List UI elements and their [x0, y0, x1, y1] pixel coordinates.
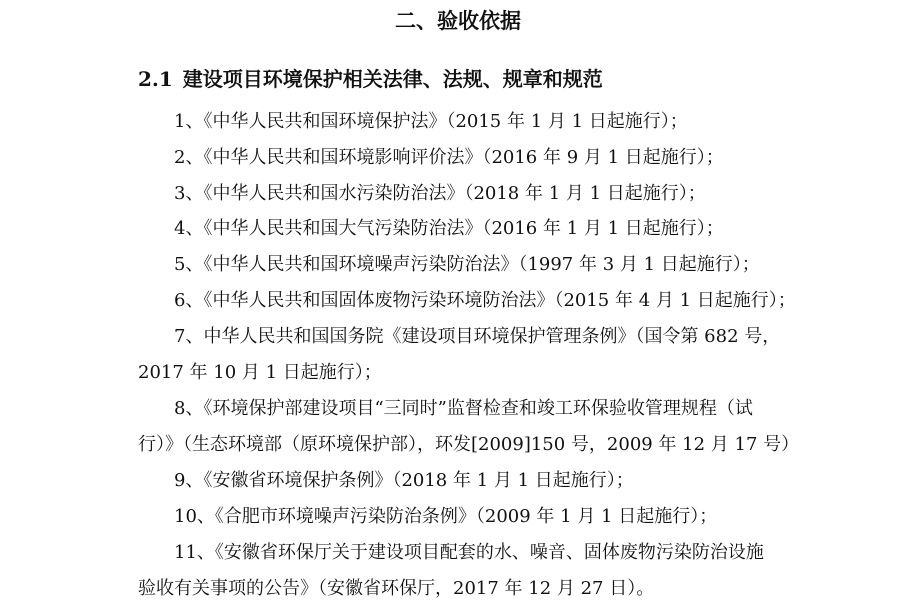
list-item-8-line-1: 8、《环境保护部建设项目“三同时”监督检查和竣工环保验收管理规程（试 [174, 398, 753, 419]
list-item-10: 10、《合肥市环境噪声污染防治条例》（2009 年 1 月 1 日起施行）； [174, 506, 718, 527]
section-number: 2.1 [138, 67, 173, 91]
list-item-5: 5、《中华人民共和国环境噪声污染防治法》（1997 年 3 月 1 日起施行）； [174, 254, 760, 275]
section-title-text: 建设项目环境保护相关法律、法规、规章和规范 [182, 67, 603, 91]
list-item-3: 3、《中华人民共和国水污染防治法》（2018 年 1 月 1 日起施行）； [174, 183, 706, 204]
list-item-1: 1、《中华人民共和国环境保护法》（2015 年 1 月 1 日起施行）； [174, 111, 688, 132]
list-item-4: 4、《中华人民共和国大气污染防治法》（2016 年 1 月 1 日起施行）； [174, 218, 724, 239]
list-item-6: 6、《中华人民共和国固体废物污染环境防治法》（2015 年 4 月 1 日起施行）； [174, 290, 796, 311]
section-heading [138, 64, 603, 94]
list-item-11-line-2: 验收有关事项的公告》（安徽省环保厅，2017 年 12 月 27 日）。 [138, 578, 655, 599]
list-item-11-line-1: 11、《安徽省环保厅关于建设项目配套的水、噪音、固体废物污染防治设施 [174, 542, 764, 563]
list-item-9: 9、《安徽省环境保护条例》（2018 年 1 月 1 日起施行）； [174, 470, 634, 491]
list-item-2: 2、《中华人民共和国环境影响评价法》（2016 年 9 月 1 日起施行）； [174, 147, 724, 168]
chapter-title: 二、验收依据 [395, 8, 521, 33]
list-item-8-line-2: 行）》（生态环境部（原环境保护部），环发[2009]150 号，2009 年 12 月 17 号） [138, 434, 800, 455]
list-item-7-line-1: 7、中华人民共和国国务院《建设项目环境保护管理条例》（国令第 682 号， [174, 326, 781, 347]
list-item-7-line-2: 2017 年 10 月 1 日起施行）； [138, 362, 382, 383]
